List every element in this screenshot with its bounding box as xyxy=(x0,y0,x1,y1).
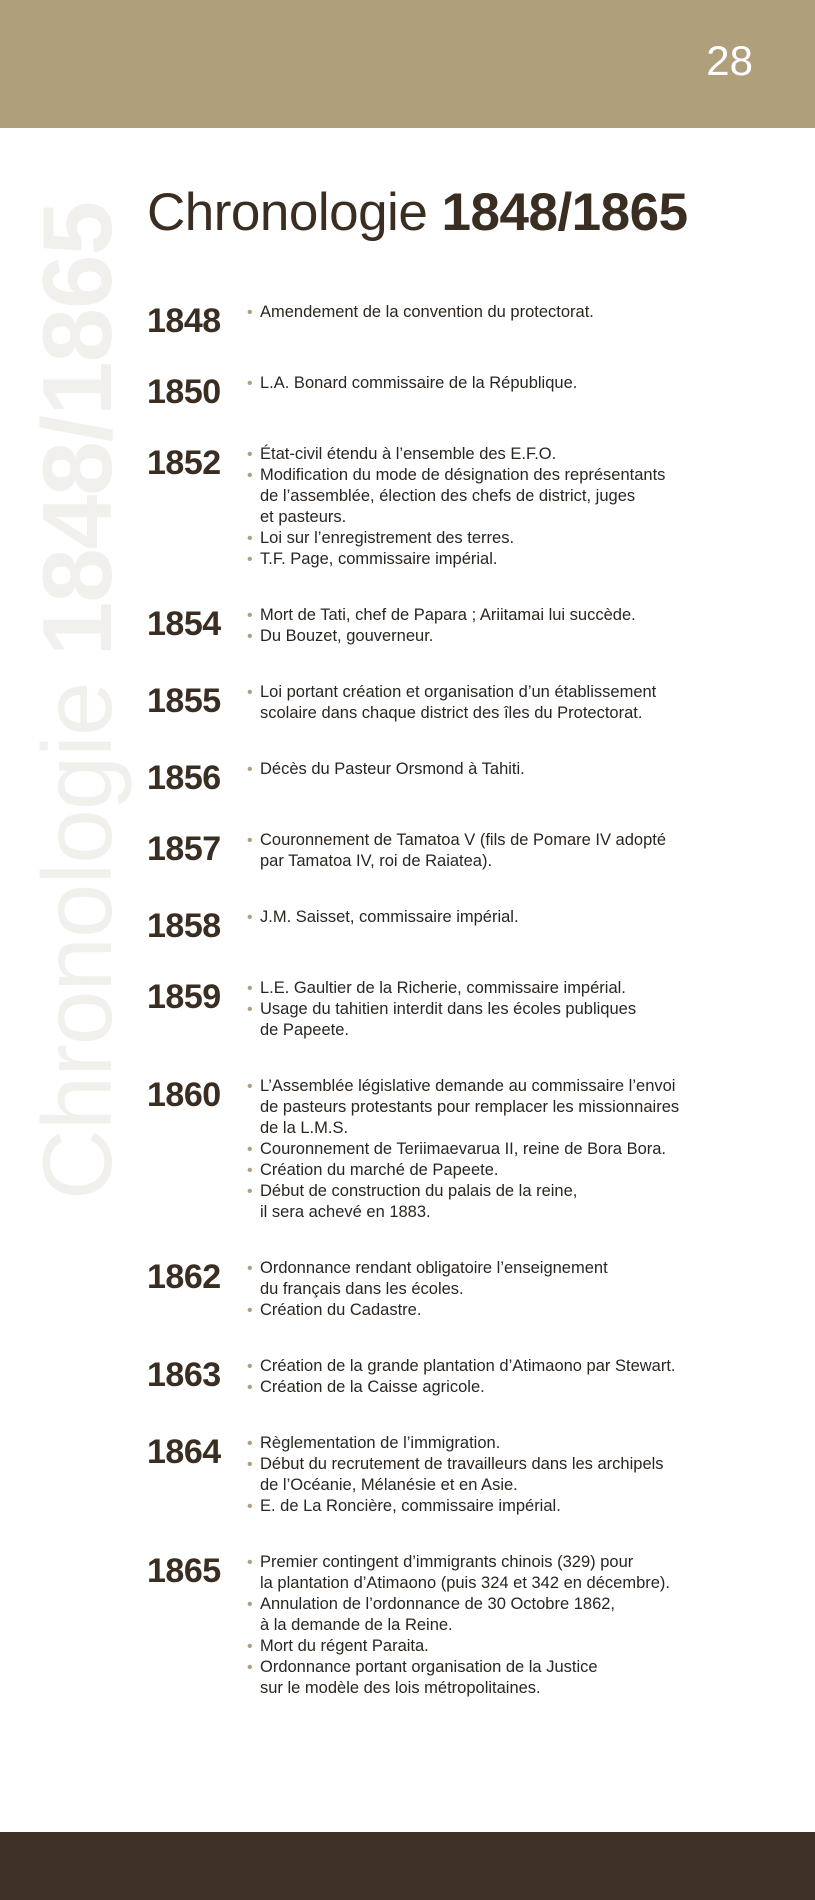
entry-item xyxy=(247,978,767,999)
entry-item-text: Loi portant création et organisation d’un établissement scolaire dans chaque district des îles du Protectorat. xyxy=(260,683,657,722)
entry-year: 1852 xyxy=(147,444,221,482)
entry-item-text: Couronnement de Tamatoa V (fils de Pomare IV adopté par Tamatoa IV, roi de Raiatea). xyxy=(260,831,667,870)
entry-item xyxy=(247,465,767,528)
entry-item xyxy=(247,528,767,549)
entry-item xyxy=(247,1496,767,1517)
timeline-entry xyxy=(147,1076,767,1223)
timeline-entry xyxy=(147,978,767,1041)
entry-item-text: Mort du régent Paraita. xyxy=(260,1637,429,1655)
entry-item-text: Loi sur l’enregistrement des terres. xyxy=(260,529,515,547)
entry-items xyxy=(247,682,767,724)
entry-item xyxy=(247,1636,767,1657)
timeline-entry xyxy=(147,605,767,647)
entry-item-text: Du Bouzet, gouverneur. xyxy=(260,627,434,645)
entry-item xyxy=(247,1356,767,1377)
page-title xyxy=(147,183,688,242)
entry-item-text: Décès du Pasteur Orsmond à Tahiti. xyxy=(260,760,525,778)
entry-year: 1848 xyxy=(147,302,221,340)
entry-item xyxy=(247,626,767,647)
entry-year: 1855 xyxy=(147,682,221,720)
entry-item xyxy=(247,830,767,872)
bullet-icon: • xyxy=(247,1456,253,1473)
entry-item-text: Début du recrutement de travailleurs dans les archipels de l’Océanie, Mélanésie et en Asie. xyxy=(260,1455,664,1494)
entry-items xyxy=(247,605,767,647)
entry-item-text: Couronnement de Teriimaevarua II, reine de Bora Bora. xyxy=(260,1140,667,1158)
entry-item xyxy=(247,682,767,724)
entry-item xyxy=(247,1454,767,1496)
watermark-years: 1848/1865 xyxy=(22,202,132,657)
timeline-entry xyxy=(147,444,767,570)
entry-item-text: Début de construction du palais de la reine, il sera achevé en 1883. xyxy=(260,1182,578,1221)
page-number: 28 xyxy=(706,37,753,84)
entry-item-text: Ordonnance portant organisation de la Justice sur le modèle des lois métropolitaines. xyxy=(260,1658,598,1697)
timeline-entry xyxy=(147,830,767,872)
entry-item-text: T.F. Page, commissaire impérial. xyxy=(260,550,498,568)
entry-item xyxy=(247,1181,767,1223)
page-title-years: 1848/1865 xyxy=(441,183,688,242)
bullet-icon: • xyxy=(247,1162,253,1179)
entry-item xyxy=(247,1300,767,1321)
entry-item xyxy=(247,1552,767,1594)
entry-year: 1850 xyxy=(147,373,221,411)
bullet-icon: • xyxy=(247,684,253,701)
timeline-entry xyxy=(147,302,767,338)
header-band xyxy=(0,0,815,128)
entry-item-text: L’Assemblée législative demande au commissaire l’envoi de pasteurs protestants pour remplacer les missionnaires de la L.M.S. xyxy=(260,1077,680,1137)
timeline-entry xyxy=(147,1552,767,1699)
bullet-icon: • xyxy=(247,1078,253,1095)
entry-item xyxy=(247,605,767,626)
timeline-entry xyxy=(147,759,767,795)
entry-item-text: Création du marché de Papeete. xyxy=(260,1161,499,1179)
entry-items xyxy=(247,444,767,570)
bullet-icon: • xyxy=(247,1302,253,1319)
entry-year: 1863 xyxy=(147,1356,221,1394)
timeline-entry xyxy=(147,373,767,409)
bullet-icon: • xyxy=(247,1358,253,1375)
entry-items xyxy=(247,1076,767,1223)
bullet-icon: • xyxy=(247,832,253,849)
timeline-entry xyxy=(147,1356,767,1398)
entry-item xyxy=(247,1258,767,1300)
entry-year: 1857 xyxy=(147,830,221,868)
bullet-icon: • xyxy=(247,530,253,547)
page-title-text: Chronologie xyxy=(147,183,442,242)
entry-item xyxy=(247,1160,767,1181)
entry-items xyxy=(247,302,767,323)
bullet-icon: • xyxy=(247,909,253,926)
bullet-icon: • xyxy=(247,628,253,645)
entry-item xyxy=(247,759,767,780)
entry-item xyxy=(247,907,767,928)
bullet-icon: • xyxy=(247,1554,253,1571)
entry-item-text: J.M. Saisset, commissaire impérial. xyxy=(260,908,519,926)
entry-item-text: Usage du tahitien interdit dans les écoles publiques de Papeete. xyxy=(260,1000,637,1039)
timeline xyxy=(147,302,767,1734)
entry-year: 1858 xyxy=(147,907,221,945)
entry-year: 1865 xyxy=(147,1552,221,1590)
entry-year: 1864 xyxy=(147,1433,221,1471)
bullet-icon: • xyxy=(247,1435,253,1452)
entry-item-text: Création de la Caisse agricole. xyxy=(260,1378,485,1396)
bullet-icon: • xyxy=(247,1638,253,1655)
entry-items xyxy=(247,1258,767,1321)
bullet-icon: • xyxy=(247,761,253,778)
bullet-icon: • xyxy=(247,980,253,997)
entry-items xyxy=(247,759,767,780)
bullet-icon: • xyxy=(247,1596,253,1613)
entry-item xyxy=(247,1433,767,1454)
entry-items xyxy=(247,907,767,928)
entry-items xyxy=(247,373,767,394)
bullet-icon: • xyxy=(247,1379,253,1396)
timeline-entry xyxy=(147,682,767,724)
entry-item xyxy=(247,1139,767,1160)
entry-year: 1859 xyxy=(147,978,221,1016)
watermark-text: Chronologie xyxy=(22,656,132,1200)
footer-band xyxy=(0,1832,815,1900)
entry-item-text: E. de La Roncière, commissaire impérial. xyxy=(260,1497,561,1515)
bullet-icon: • xyxy=(247,375,253,392)
entry-item xyxy=(247,444,767,465)
entry-item xyxy=(247,302,767,323)
bullet-icon: • xyxy=(247,1260,253,1277)
entry-items xyxy=(247,830,767,872)
entry-item-text: Amendement de la convention du protectorat. xyxy=(260,303,594,321)
bullet-icon: • xyxy=(247,446,253,463)
entry-item-text: L.E. Gaultier de la Richerie, commissaire impérial. xyxy=(260,979,626,997)
bullet-icon: • xyxy=(247,1141,253,1158)
entry-item-text: Premier contingent d’immigrants chinois (329) pour la plantation d’Atimaono (puis 324 et 342 en décembre). xyxy=(260,1553,671,1592)
entry-item-text: État-civil étendu à l’ensemble des E.F.O. xyxy=(260,445,557,463)
entry-item-text: Mort de Tati, chef de Papara ; Ariitamai lui succède. xyxy=(260,606,636,624)
bullet-icon: • xyxy=(247,304,253,321)
bullet-icon: • xyxy=(247,1659,253,1676)
entry-item xyxy=(247,1377,767,1398)
entry-items xyxy=(247,1433,767,1517)
bullet-icon: • xyxy=(247,467,253,484)
bullet-icon: • xyxy=(247,1183,253,1200)
timeline-entry xyxy=(147,1433,767,1517)
bullet-icon: • xyxy=(247,551,253,568)
entry-item xyxy=(247,999,767,1041)
timeline-entry xyxy=(147,907,767,943)
bullet-icon: • xyxy=(247,1001,253,1018)
entry-item xyxy=(247,1076,767,1139)
entry-items xyxy=(247,1552,767,1699)
bullet-icon: • xyxy=(247,607,253,624)
entry-item xyxy=(247,1657,767,1699)
entry-year: 1856 xyxy=(147,759,221,797)
entry-items xyxy=(247,978,767,1041)
entry-item-text: Règlementation de l’immigration. xyxy=(260,1434,501,1452)
entry-item-text: Création de la grande plantation d’Atimaono par Stewart. xyxy=(260,1357,676,1375)
entry-items xyxy=(247,1356,767,1398)
entry-item xyxy=(247,549,767,570)
entry-year: 1854 xyxy=(147,605,221,643)
bullet-icon: • xyxy=(247,1498,253,1515)
entry-item xyxy=(247,373,767,394)
entry-item-text: L.A. Bonard commissaire de la République. xyxy=(260,374,578,392)
entry-year: 1860 xyxy=(147,1076,221,1114)
entry-item xyxy=(247,1594,767,1636)
entry-item-text: Ordonnance rendant obligatoire l’enseignement du français dans les écoles. xyxy=(260,1259,608,1298)
timeline-entry xyxy=(147,1258,767,1321)
side-watermark xyxy=(22,202,132,1200)
entry-item-text: Création du Cadastre. xyxy=(260,1301,422,1319)
entry-year: 1862 xyxy=(147,1258,221,1296)
entry-item-text: Modification du mode de désignation des représentants de l’assemblée, élection des chefs de district, juges et pasteurs. xyxy=(260,466,666,526)
entry-item-text: Annulation de l’ordonnance de 30 Octobre 1862, à la demande de la Reine. xyxy=(260,1595,616,1634)
